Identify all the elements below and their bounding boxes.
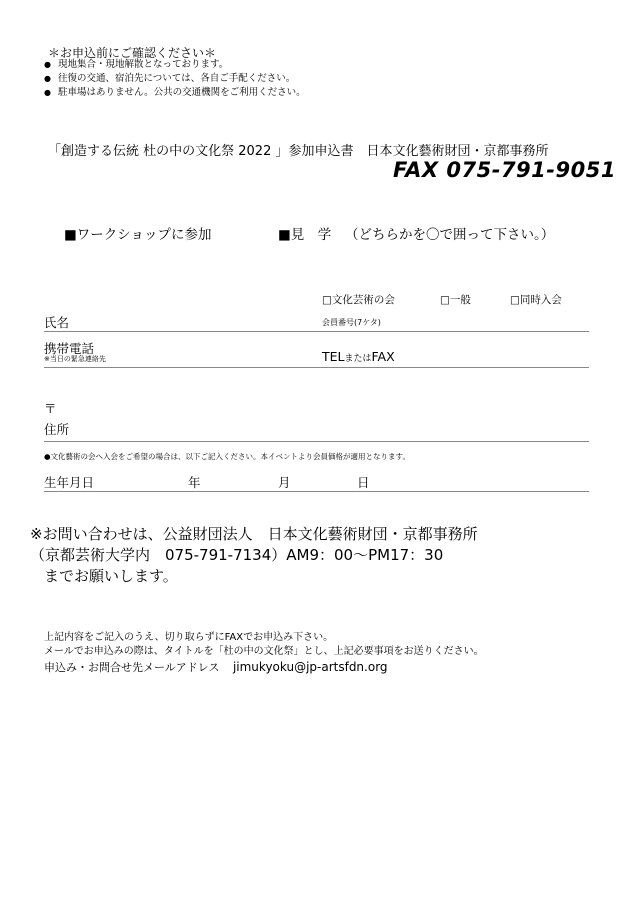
mobile-label: 携帯電話 <box>44 341 95 356</box>
name-label: 氏名 <box>44 315 70 330</box>
footer-email-row <box>44 660 388 675</box>
email-label: 申込み・お問合せ先メールアドレス <box>44 661 220 674</box>
divider <box>44 441 589 442</box>
divider <box>44 331 589 332</box>
option-join[interactable]: □同時入会 <box>510 294 562 306</box>
fax-text: FAX <box>371 349 395 364</box>
choice-visit[interactable]: ■見 学 <box>278 227 332 243</box>
mobile-note: ※当日の緊急連絡先 <box>44 355 106 363</box>
option-general[interactable]: □一般 <box>440 294 471 306</box>
notice-list <box>44 58 306 100</box>
tel-fax-label <box>322 349 395 364</box>
option-member[interactable]: □文化芸術の会 <box>322 294 395 306</box>
tel-text: TEL <box>322 349 345 364</box>
member-number-label: 会員番号(7ケタ) <box>322 318 381 327</box>
divider <box>44 367 589 368</box>
fax-number: FAX 075-791-9051 <box>393 158 616 182</box>
choice-instruction: （どちらかを〇で囲って下さい。） <box>345 227 555 243</box>
divider <box>44 491 589 492</box>
year-label: 年 <box>188 475 201 490</box>
notice-title: ＊お申込前にご確認ください＊ <box>48 46 217 60</box>
form-title: 「創造する伝統 杜の中の文化祭 2022 」参加申込書 日本文化藝術財団・京都事務所 <box>48 144 549 159</box>
birthdate-label: 生年月日 <box>44 475 95 490</box>
email-link[interactable]: jimukyoku@jp-artsfdn.org <box>232 660 388 674</box>
day-label: 日 <box>357 475 370 490</box>
notice-item: ● 往復の交通、宿泊先については、各自ご手配ください。 <box>44 72 306 86</box>
join-note: ●文化藝術の会へ入会をご希望の場合は、以下ご記入ください。本イベントより会員価格が適用となります。 <box>44 452 410 461</box>
notice-item: ● 駐車場はありません。公共の交通機関をご利用ください。 <box>44 86 306 100</box>
or-text: または <box>344 354 372 364</box>
inquiry-line-3: までお願いします。 <box>44 567 178 585</box>
choice-workshop[interactable]: ■ワークショップに参加 <box>64 227 212 243</box>
address-label: 住所 <box>44 422 70 437</box>
month-label: 月 <box>278 475 291 490</box>
inquiry-line-1: ※お問い合わせは、公益財団法人 日本文化藝術財団・京都事務所 <box>30 525 478 543</box>
footer-line-1: 上記内容をご記入のうえ、切り取らずにFAXでお申込み下さい。 <box>44 632 334 643</box>
notice-item: ● 現地集合・現地解散となっております。 <box>44 58 306 72</box>
postal-mark: 〒 <box>44 401 57 416</box>
footer-line-2: メールでお申込みの際は、タイトルを「杜の中の文化祭」とし、上記必要事項をお送りください。 <box>44 646 484 657</box>
inquiry-line-2: （京都芸術大学内 075-791-7134）AM9：00～PM17：30 <box>30 546 444 564</box>
